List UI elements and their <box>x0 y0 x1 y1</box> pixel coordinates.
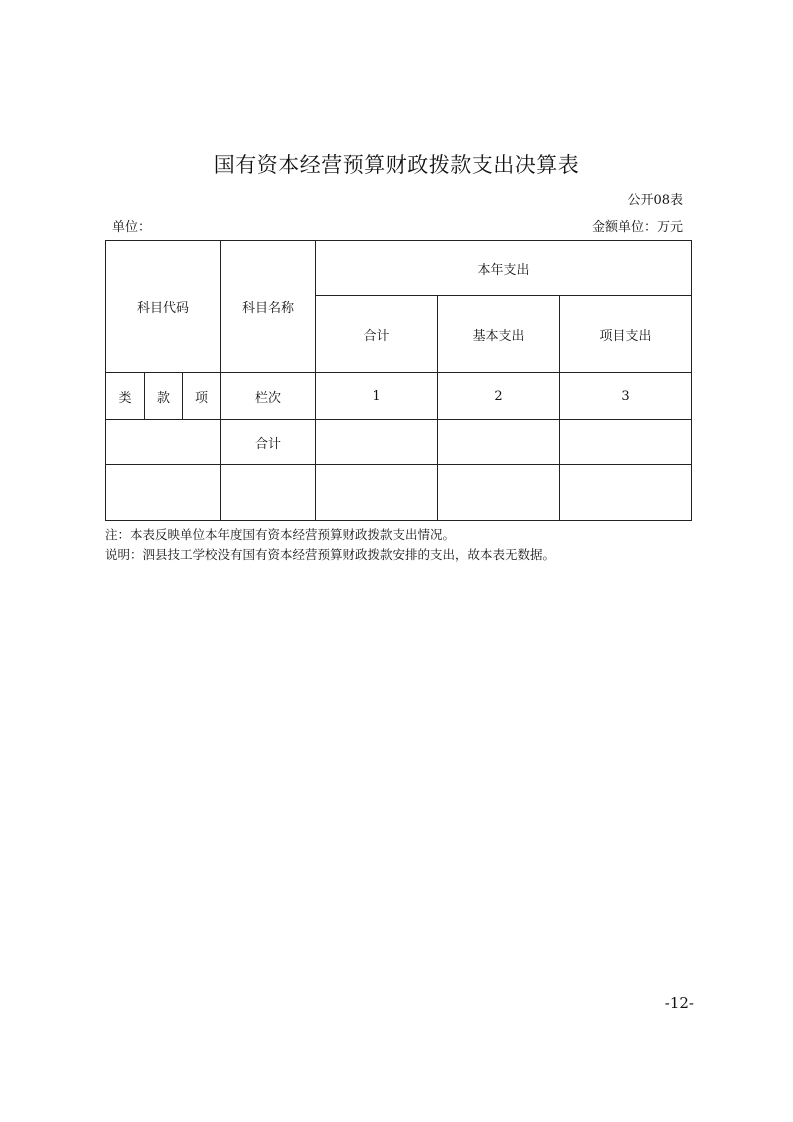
notes-block <box>105 525 555 565</box>
total-row-total-cell <box>316 420 438 465</box>
page-number: -12- <box>664 994 694 1012</box>
amount-unit-label: 金额单位：万元 <box>591 220 683 235</box>
index-item: 项 <box>183 373 221 420</box>
empty-total-cell <box>316 465 438 521</box>
total-row-project-cell <box>560 420 692 465</box>
empty-basic-cell <box>438 465 560 521</box>
empty-code-cell <box>106 465 221 521</box>
header-basic-expenditure: 基本支出 <box>438 296 560 373</box>
total-row-label: 合计 <box>221 420 316 465</box>
explanation-line: 说明：泗县技工学校没有国有资本经营预算财政拨款安排的支出，故本表无数据。 <box>105 547 556 562</box>
index-col-3: 3 <box>560 373 692 420</box>
index-col-1: 1 <box>316 373 438 420</box>
index-row <box>106 373 692 420</box>
expenditure-table <box>105 240 692 521</box>
empty-name-cell <box>221 465 316 521</box>
page-title: 国有资本经营预算财政拨款支出决算表 <box>213 153 580 177</box>
index-section: 款 <box>145 373 183 420</box>
header-row-1 <box>106 241 692 296</box>
header-current-year-expenditure: 本年支出 <box>316 241 692 296</box>
header-subject-code: 科目代码 <box>106 241 221 373</box>
index-column-label: 栏次 <box>221 373 316 420</box>
unit-label: 单位： <box>112 220 152 235</box>
header-subject-name: 科目名称 <box>221 241 316 373</box>
total-row-code-cell <box>106 420 221 465</box>
note-line: 注：本表反映单位本年度国有资本经营预算财政拨款支出情况。 <box>105 527 456 542</box>
total-row-basic-cell <box>438 420 560 465</box>
total-row <box>106 420 692 465</box>
form-number: 公开08表 <box>627 193 683 208</box>
empty-project-cell <box>560 465 692 521</box>
header-project-expenditure: 项目支出 <box>560 296 692 373</box>
index-col-2: 2 <box>438 373 560 420</box>
header-total: 合计 <box>316 296 438 373</box>
index-class: 类 <box>106 373 145 420</box>
empty-data-row <box>106 465 692 521</box>
